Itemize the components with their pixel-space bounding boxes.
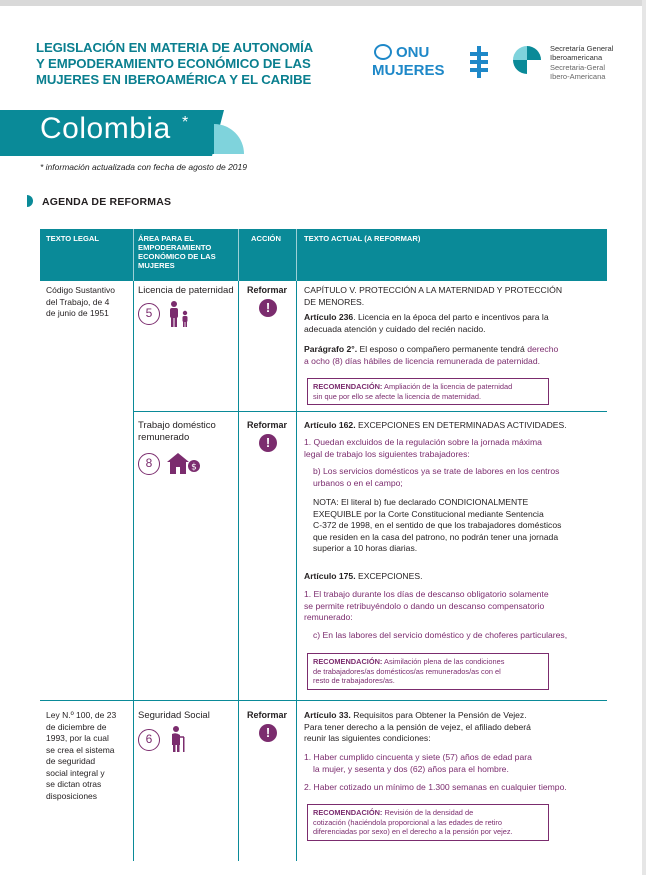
title-line: Y EMPODERAMIENTO ECONÓMICO DE LAS	[36, 56, 311, 71]
header-divider	[238, 229, 239, 281]
header-area: ÁREA PARA EL EMPODERAMIENTO ECONÓMICO DE LAS MUJERES	[138, 234, 216, 270]
women-symbol-icon	[470, 46, 488, 78]
article-162-note: NOTA: El literal b) fue declarado CONDICIONALMENTE EXEQUIBLE por la Corte Constitucional mediante Sentencia C-372 de 1998, en el sentido de que los trabajadores domésticos que residen en la casa del patrono, no podrán tener una jornada superior a 10 horas diarias.	[313, 497, 562, 553]
alert-icon: !	[259, 434, 277, 452]
section-title: AGENDA DE REFORMAS	[42, 196, 172, 208]
area-title-2: Trabajo doméstico remunerado	[138, 420, 216, 443]
logo-mujeres-text: MUJERES	[372, 62, 445, 79]
logo-onu-text: ONU	[396, 44, 430, 61]
title-line: LEGISLACIÓN EN MATERIA DE AUTONOMÍA	[36, 40, 314, 55]
area-number-3: 6	[138, 729, 160, 751]
article-162-p1: 1. Quedan excluidos de la regulación sobre la jornada máxima legal de trabajo los siguientes trabajadores:	[304, 437, 542, 459]
column-divider	[296, 281, 297, 861]
alert-icon: !	[259, 724, 277, 742]
recommendation-3: RECOMENDACIÓN: Revisión de la densidad de cotización (haciéndola proporcional a las edades de retiro diferenciadas por sexo) en el derecho a la pensión por vejez.	[307, 804, 549, 841]
article-33-p1: 1. Haber cumplido cincuenta y siete (57) años de edad para la mujer, y sesenta y dos (62) años para el hombre.	[304, 752, 532, 774]
title-line: MUJERES EN IBEROAMÉRICA Y EL CARIBE	[36, 72, 312, 87]
action-label-1: Reformar	[247, 285, 288, 295]
article-175-p1: 1. El trabajo durante los días de descanso obligatorio solamente se permite retribuyéndolo o dando un descanso compensatorio remunerado:	[304, 589, 549, 622]
area-title-3: Seguridad Social	[138, 710, 210, 721]
recommendation-2: RECOMENDACIÓN: Asimilación plena de las condiciones de trabajadores/as domésticos/as remunerados/as con el resto de trabajadores/as.	[307, 653, 549, 690]
article-162-p2: b) Los servicios domésticos ya se trate de labores en los centros urbanos o en el campo;	[313, 466, 560, 488]
row-divider	[133, 411, 607, 412]
header-texto-legal: TEXTO LEGAL	[46, 234, 100, 243]
header-texto-actual: TEXTO ACTUAL (A REFORMAR)	[304, 234, 421, 243]
recommendation-1: RECOMENDACIÓN: Ampliación de la licencia de paternidad sin que por ello se afecte la licencia de maternidad.	[307, 378, 549, 405]
quarter-circle-icon	[212, 124, 250, 156]
document-title	[36, 40, 356, 88]
legal-text-1: Código Sustantivo del Trabajo, de 4 de junio de 1951	[46, 285, 115, 318]
svg-text:$: $	[191, 462, 197, 473]
house-money-icon	[165, 450, 201, 476]
paragraph-2: Parágrafo 2°. El esposo o compañero permanente tendrá derecho a ocho (8) días hábiles de licencia remunerada de paternidad.	[304, 344, 559, 366]
segib-name-es: Secretaría General Iberoamericana	[550, 44, 614, 62]
segib-mark-icon	[512, 44, 542, 76]
segib-logo	[512, 42, 632, 82]
alert-icon: !	[259, 299, 277, 317]
header-divider	[296, 229, 297, 281]
column-divider	[238, 281, 239, 861]
section-bullet-icon	[27, 195, 36, 207]
article-33: Artículo 33. Requisitos para Obtener la Pensión de Vejez. Para tener derecho a la pensión de vejez, el afiliado deberá reunir las siguientes condiciones:	[304, 710, 531, 743]
action-label-3: Reformar	[247, 710, 288, 720]
segib-name-pt: Secretaria-Geral Ibero-Americana	[550, 63, 606, 81]
top-border	[0, 0, 646, 6]
header-divider	[133, 229, 134, 281]
area-title-1: Licencia de paternidad	[138, 285, 234, 296]
article-162: Artículo 162. EXCEPCIONES EN DETERMINADAS ACTIVIDADES.	[304, 420, 567, 430]
parent-child-icon	[166, 301, 190, 327]
article-175: Artículo 175. EXCEPCIONES.	[304, 571, 423, 581]
area-number-1: 5	[138, 303, 160, 325]
row-divider	[40, 700, 607, 701]
article-33-p2: 2. Haber cotizado un mínimo de 1.300 semanas en cualquier tiempo.	[304, 782, 567, 792]
legal-text-3: Ley N.º 100, de 23 de diciembre de 1993, por la cual se crea el sistema de seguridad social integral y se dictan otras disposiciones	[46, 710, 117, 801]
column-divider	[133, 281, 134, 861]
article-236: Artículo 236. Licencia en la época del parto e incentivos para la adecuada atención y cuidado del recién nacido.	[304, 312, 549, 334]
area-number-2: 8	[138, 453, 160, 475]
article-175-p2: c) En las labores del servicio doméstico y de choferes particulares,	[313, 630, 568, 640]
onu-mujeres-logo	[372, 42, 492, 82]
country-asterisk: *	[182, 114, 189, 131]
action-label-2: Reformar	[247, 420, 288, 430]
country-name: Colombia	[40, 112, 171, 145]
right-border	[642, 0, 646, 875]
un-globe-icon	[374, 44, 392, 60]
chapter-heading-1: CAPÍTULO V. PROTECCIÓN A LA MATERNIDAD Y PROTECCIÓN DE MENORES.	[304, 285, 563, 307]
update-note: * información actualizada con fecha de agosto de 2019	[40, 162, 247, 172]
header-accion: ACCIÓN	[251, 234, 281, 243]
elderly-person-icon	[167, 726, 189, 752]
